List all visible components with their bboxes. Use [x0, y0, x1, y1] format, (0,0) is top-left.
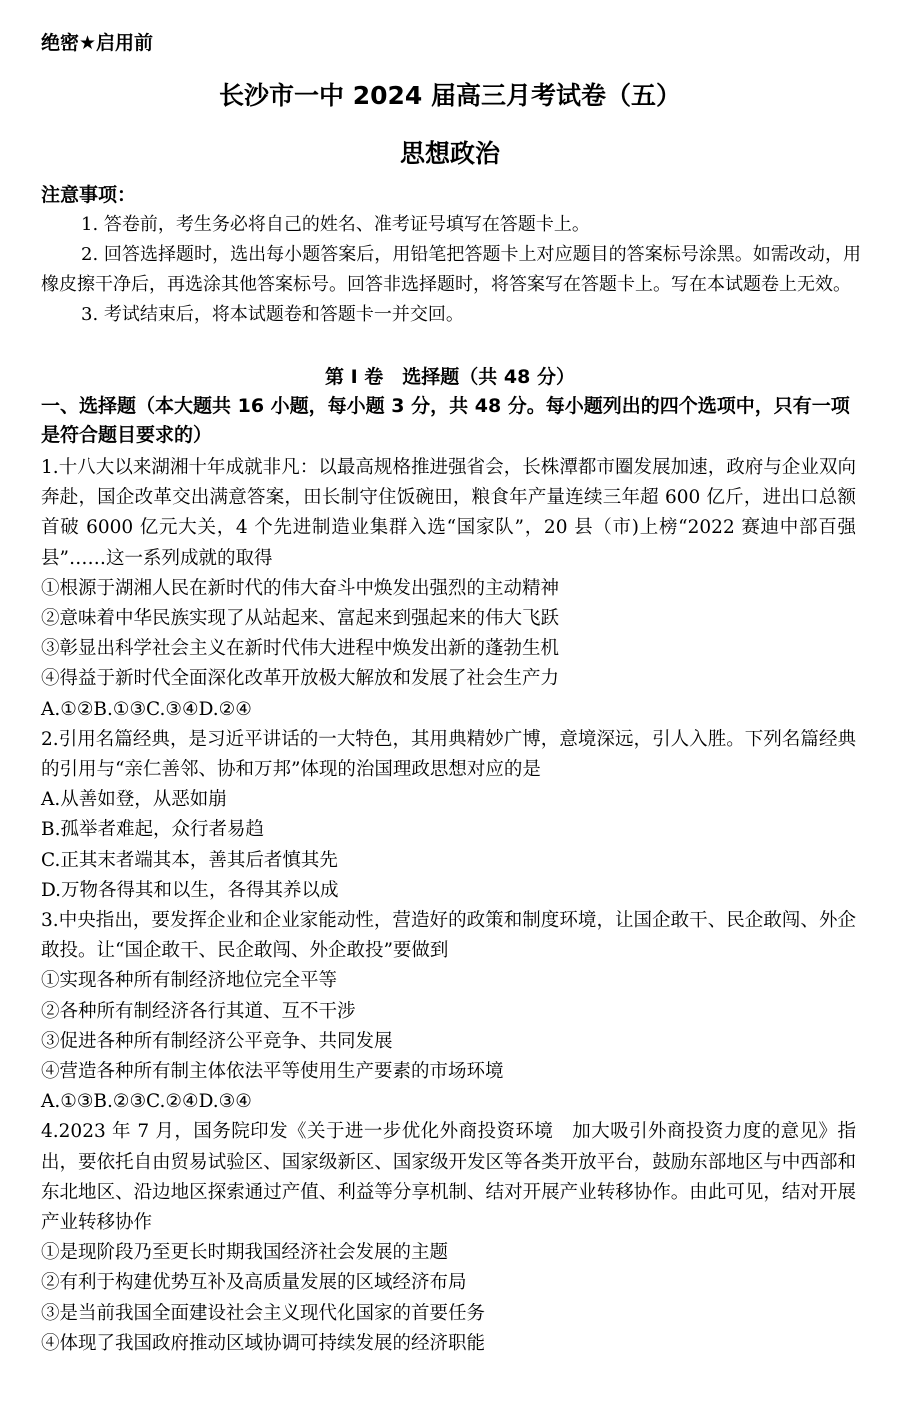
- question-2-choice-b: B.孤举者难起，众行者易趋: [41, 819, 264, 841]
- question-4-option: ③是当前我国全面建设社会主义现代化国家的首要任务: [41, 1302, 486, 1324]
- question-3-option: ①实现各种所有制经济地位完全平等: [41, 970, 338, 992]
- question-4-stem: 4.2023 年 7 月，国务院印发《关于进一步优化外商投资环境 加大吸引外商投资力度的意见》指出，要依托自由贸易试验区、国家级新区、国家级开发区等各类开放平台，鼓励东部地区与中西部和东北地区、沿边地区探索通过产值、利益等分享机制、结对开展产业转移协作。由此可见，结对开展产业转移协作: [41, 1121, 856, 1234]
- question-2-stem: 2.引用名篇经典，是习近平讲话的一大特色，其用典精妙广博，意境深远，引人入胜。下列名篇经典的引用与“亲仁善邻、协和万邦”体现的治国理政思想对应的是: [41, 728, 856, 781]
- exam-title: 长沙市一中 2024 届高三月考试卷（五）: [219, 81, 681, 110]
- notice-item-3: 3. 考试结束后，将本试题卷和答题卡一并交回。: [81, 304, 464, 325]
- question-1-option: ③彰显出科学社会主义在新时代伟大进程中焕发出新的蓬勃生机: [41, 638, 560, 660]
- question-1-option: ①根源于湖湘人民在新时代的伟大奋斗中焕发出强烈的主动精神: [41, 577, 560, 599]
- notice-list: [41, 210, 861, 330]
- question-3-choices: A.①③B.②③C.②④D.③④: [41, 1091, 252, 1113]
- question-list: [41, 453, 856, 1359]
- question-3-stem: 3.中央指出，要发挥企业和企业家能动性，营造好的政策和制度环境，让国企敢干、民企敢闯、外企敢投。让“国企敢干、民企敢闯、外企敢投”要做到: [41, 910, 856, 962]
- question-3-option: ③促进各种所有制经济公平竞争、共同发展: [41, 1030, 393, 1052]
- question-2-choice-c: C.正其末者端其本，善其后者慎其先: [41, 849, 338, 871]
- question-3-option: ②各种所有制经济各行其道、互不干涉: [41, 1000, 356, 1022]
- notice-heading: 注意事项：: [41, 184, 137, 206]
- question-1-option: ②意味着中华民族实现了从站起来、富起来到强起来的伟大飞跃: [41, 608, 560, 630]
- section-heading: 一、选择题（本大题共 16 小题，每小题 3 分，共 48 分。每小题列出的四个选项中，只有一项是符合题目要求的）: [41, 395, 850, 446]
- notice-item-1: 1. 答卷前，考生务必将自己的姓名、准考证号填写在答题卡上。: [81, 214, 590, 235]
- question-3-option: ④营造各种所有制主体依法平等使用生产要素的市场环境: [41, 1061, 504, 1083]
- confidential-label: 绝密★启用前: [41, 32, 154, 54]
- question-1-stem: 1.十八大以来湖湘十年成就非凡：以最高规格推进强省会，长株潭都市圈发展加速，政府与企业双向奔赴，国企改革交出满意答案，田长制守住饭碗田，粮食年产量连续三年超 600 亿斤，进出口总额首破 6000 亿元大关，4 个先进制造业集群入选“国家队”，20 县（市)上榜“2022 赛迪中部百强县”……这一系列成就的取得: [41, 457, 856, 569]
- notice-item-2: 2. 回答选择题时，选出每小题答案后，用铅笔把答题卡上对应题目的答案标号涂黑。如需改动，用橡皮擦干净后，再选涂其他答案标号。回答非选择题时，将答案写在答题卡上。写在本试题卷上无效。: [41, 244, 861, 295]
- question-1-option: ④得益于新时代全面深化改革开放极大解放和发展了社会生产力: [41, 668, 560, 690]
- question-1-choices: A.①②B.①③C.③④D.②④: [41, 698, 252, 720]
- question-4-option: ②有利于构建优势互补及高质量发展的区域经济布局: [41, 1272, 467, 1294]
- question-2-choice-d: D.万物各得其和以生，各得其养以成: [41, 879, 339, 901]
- question-2-choice-a: A.从善如登，从恶如崩: [41, 789, 227, 811]
- question-4-option: ①是现阶段乃至更长时期我国经济社会发展的主题: [41, 1242, 449, 1264]
- part-title: 第 Ⅰ 卷 选择题（共 48 分）: [325, 366, 575, 388]
- question-4-option: ④体现了我国政府推动区域协调可持续发展的经济职能: [41, 1332, 486, 1354]
- subject-title: 思想政治: [399, 139, 500, 168]
